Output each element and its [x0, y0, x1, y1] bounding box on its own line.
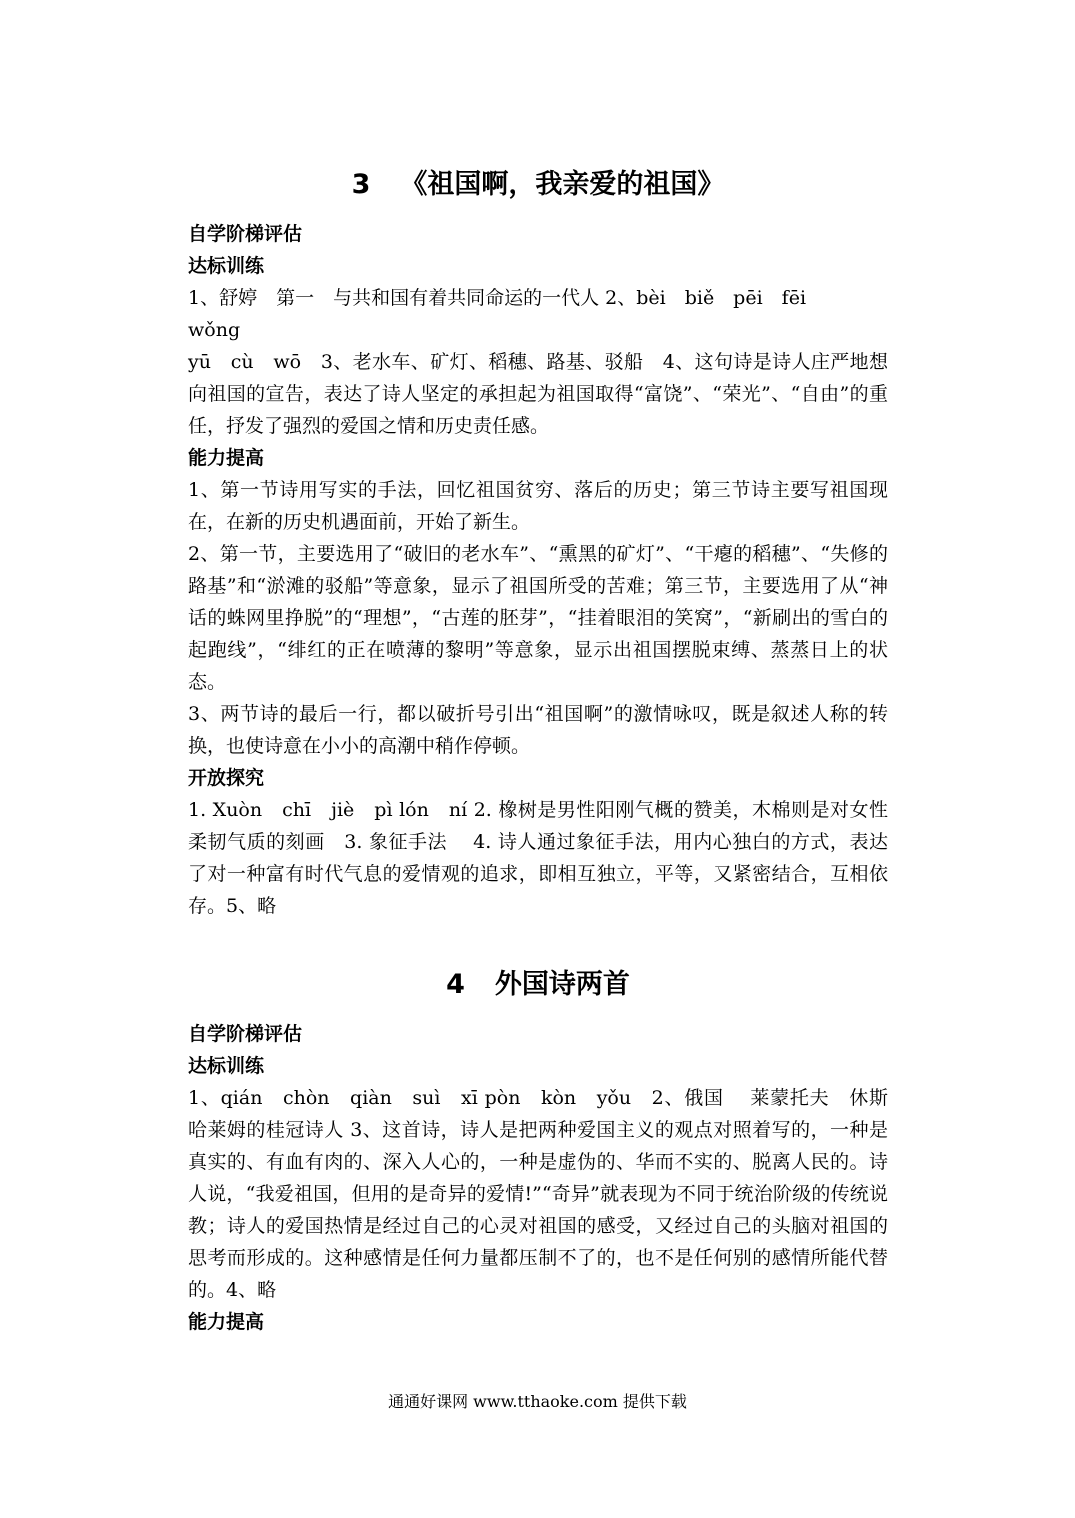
heading-ability: 能力提高 — [188, 1311, 265, 1333]
heading-explore: 开放探究 — [188, 767, 265, 789]
heading-training: 达标训练 — [188, 1055, 265, 1077]
heading-ability: 能力提高 — [188, 447, 265, 469]
section-title-text: 《祖国啊，我亲爱的祖国》 — [400, 169, 725, 200]
section-title-text: 外国诗两首 — [494, 969, 630, 1000]
ability-paragraph: 2、第一节，主要选用了“破旧的老水车”、“熏黑的矿灯”、“干瘪的稻穗”、“失修的路基”和“淤滩的驳船”等意象，显示了祖国所受的苦难；第三节，主要选用了从“神话的蛛网里挣脱”的“理想”，“古莲的胚芽”，“挂着眼泪的笑窝”，“新刷出的雪白的起跑线”，“绯红的正在喷薄的黎明”等意象，显示出祖国摆脱束缚、蒸蒸日上的状态。 — [188, 543, 888, 693]
explore-paragraph: 1. Xuòn chī jiè pì lón ní 2. 橡树是男性阳刚气概的赞美，木棉则是对女性柔韧气质的刻画 3. 象征手法 4. 诗人通过象征手法，用内心独白的方式，表达了对一种富有时代气息的爱情观的追求，即相互独立，平等，又紧密结合，互相依存。5、略 — [188, 799, 888, 917]
document-body — [188, 160, 908, 1338]
section-title-3 — [188, 160, 888, 210]
ability-paragraph: 3、两节诗的最后一行，都以破折号引出“祖国啊”的激情咏叹，既是叙述人称的转换，也使诗意在小小的高潮中稍作停顿。 — [188, 703, 888, 757]
section-number: 3 — [351, 169, 371, 200]
training-line: yū cù wō 3、老水车、矿灯、稻穗、路基、驳船 4、这句诗是诗人庄严地想向祖国的宣告，表达了诗人坚定的承担起为祖国取得“富饶”、“荣光”、“自由”的重任，抒发了强烈的爱国之情和历史责任感。 — [188, 351, 888, 437]
training-line: 1、舒婷 第一 与共和国有着共同命运的一代人 2、bèi biě pēi fēi — [188, 287, 807, 309]
heading-training: 达标训练 — [188, 255, 265, 277]
training-line: wǒng — [188, 319, 241, 341]
heading-self-study: 自学阶梯评估 — [188, 1023, 303, 1045]
training-paragraph: 1、qián chòn qiàn suì xī pòn kòn yǒu 2、俄国 莱蒙托夫 休斯 哈莱姆的桂冠诗人 3、这首诗，诗人是把两种爱国主义的观点对照着写的，一种是真实的、有血有肉的、深入人心的，一种是虚伪的、华而不实的、脱离人民的。诗人说，“我爱祖国，但用的是奇异的爱情!”“奇异”就表现为不同于统治阶级的传统说教；诗人的爱国热情是经过自己的心灵对祖国的感受，又经过自己的头脑对祖国的思考而形成的。这种感情是任何力量都压制不了的，也不是任何别的感情所能代替的。4、略 — [188, 1087, 908, 1301]
section-number: 4 — [446, 969, 465, 1000]
ability-paragraph: 1、第一节诗用写实的手法，回忆祖国贫穷、落后的历史；第三节诗主要写祖国现在，在新的历史机遇面前，开始了新生。 — [188, 479, 888, 533]
page-footer: 通通好课网 www.tthaoke.com 提供下载 — [388, 1392, 687, 1411]
heading-self-study: 自学阶梯评估 — [188, 223, 303, 245]
section-title-4 — [188, 960, 888, 1010]
